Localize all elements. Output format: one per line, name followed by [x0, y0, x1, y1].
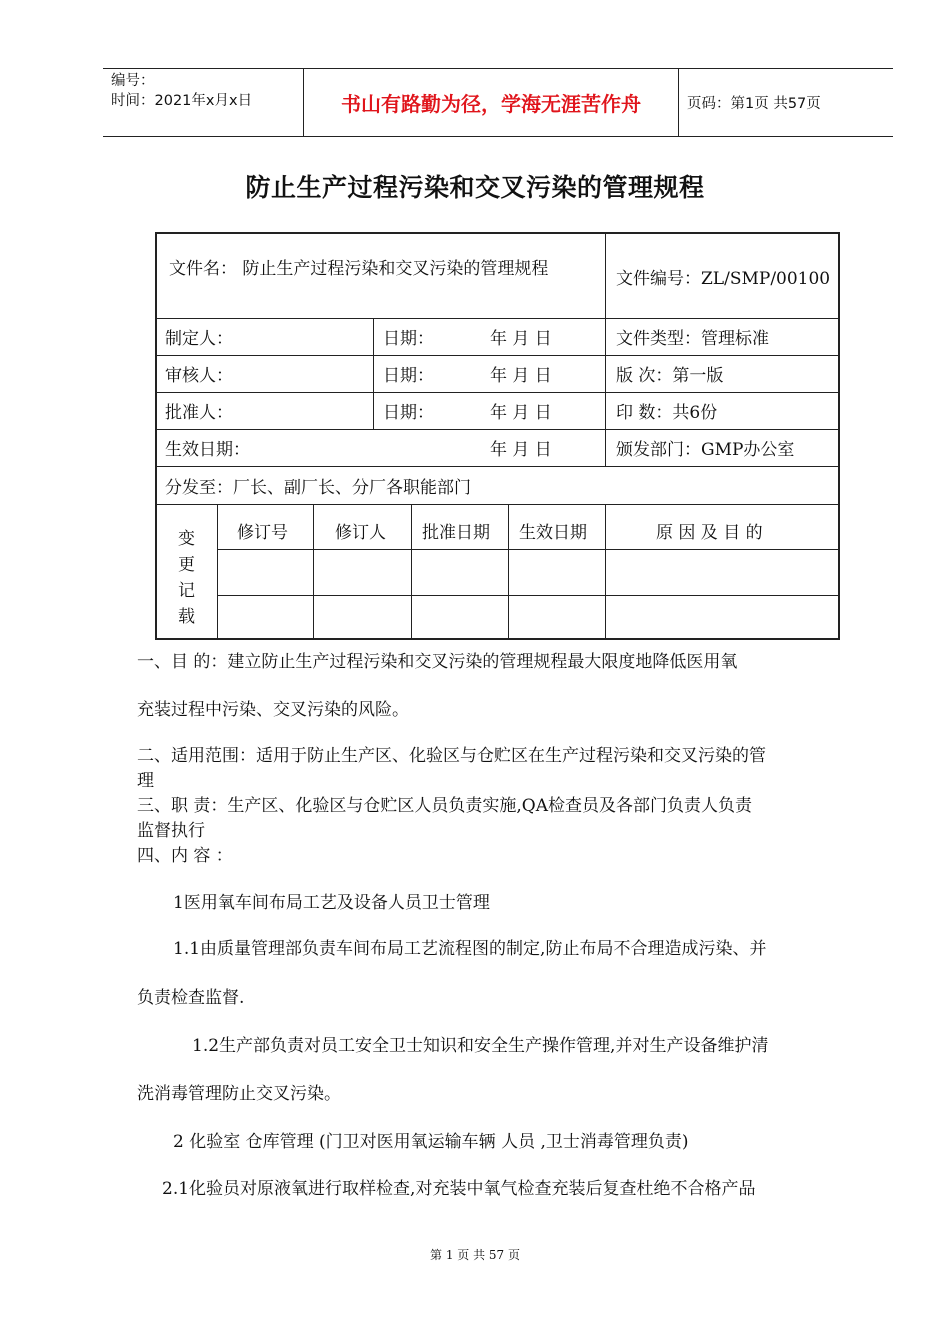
paragraph-line: 洗消毒管理防止交叉污染。	[137, 1084, 341, 1104]
paragraph-line: 1.1由质量管理部负责车间布局工艺流程图的制定,防止布局不合理造成污染、并	[173, 939, 767, 959]
distribution: 分发至：厂长、副厂长、分厂各职能部门	[165, 478, 471, 498]
paragraph-line: 负责检查监督.	[137, 988, 245, 1008]
page-header	[103, 68, 893, 137]
change-record-label: 变	[178, 529, 195, 549]
time-label: 时间：2021年x月x日	[111, 93, 253, 109]
date-ymd: 年 月 日	[490, 329, 552, 349]
document-info-table	[155, 232, 840, 640]
effective-date-label: 生效日期：	[165, 440, 250, 460]
effective-date-ymd: 年 月 日	[490, 440, 552, 460]
document-title: 防止生产过程污染和交叉污染的管理规程	[245, 173, 705, 202]
subsection-heading: 2 化验室 仓库管理 (门卫对医用氧运输车辆 人员 ,卫士消毒管理负责)	[173, 1132, 689, 1152]
section-scope: 二、适用范围：适用于防止生产区、化验区与仓贮区在生产过程污染和交叉污染的管	[137, 746, 766, 766]
approved-by-label: 批准人：	[165, 403, 233, 423]
file-number: 文件编号：ZL/SMP/00100	[616, 269, 831, 289]
file-name: 文件名： 防止生产过程污染和交叉污染的管理规程	[169, 259, 549, 279]
date-ymd: 年 月 日	[490, 366, 552, 386]
page-footer: 第 1 页 共 57 页	[430, 1248, 520, 1262]
section-purpose: 一、目 的：建立防止生产过程污染和交叉污染的管理规程最大限度地降低医用氧	[137, 652, 738, 672]
paragraph-line: 监督执行	[137, 821, 205, 841]
number-label: 编号：	[111, 73, 155, 89]
col-approval-date: 批准日期	[422, 523, 490, 543]
section-content: 四、内 容 ：	[137, 846, 233, 866]
copies: 印 数：共6份	[616, 403, 718, 423]
change-record-label: 记	[178, 581, 195, 601]
date-label: 日期：	[383, 366, 434, 386]
issuing-department: 颁发部门：GMP办公室	[616, 440, 795, 460]
change-record-label: 更	[178, 555, 195, 575]
prepared-by-label: 制定人：	[165, 329, 233, 349]
file-type: 文件类型：管理标准	[616, 329, 769, 349]
paragraph-line: 2.1化验员对原液氧进行取样检查,对充装中氧气检查充装后复查杜绝不合格产品	[162, 1179, 756, 1199]
header-motto: 书山有路勤为径，学海无涯苦作舟	[341, 92, 641, 116]
header-page-info: 页码：第1页 共57页	[687, 96, 821, 112]
date-label: 日期：	[383, 329, 434, 349]
paragraph-line: 充装过程中污染、交叉污染的风险。	[137, 700, 409, 720]
date-ymd: 年 月 日	[490, 403, 552, 423]
header-meta	[111, 71, 252, 111]
paragraph-line: 理	[137, 771, 154, 791]
section-responsibility: 三、职 责：生产区、化验区与仓贮区人员负责实施,QA检查员及各部门负责人负责	[137, 796, 753, 816]
date-label: 日期：	[383, 403, 434, 423]
version: 版 次：第一版	[616, 366, 724, 386]
change-record-label: 载	[178, 607, 195, 627]
col-reason: 原 因 及 目 的	[656, 523, 763, 543]
col-revision-no: 修订号	[237, 523, 288, 543]
col-effective-date: 生效日期	[519, 523, 587, 543]
header-divider	[678, 69, 679, 136]
reviewed-by-label: 审核人：	[165, 366, 233, 386]
col-reviser: 修订人	[335, 523, 386, 543]
subsection-heading: 1医用氧车间布局工艺及设备人员卫士管理	[173, 893, 490, 913]
paragraph-line: 1.2生产部负责对员工安全卫士知识和安全生产操作管理,并对生产设备维护清	[192, 1036, 769, 1056]
